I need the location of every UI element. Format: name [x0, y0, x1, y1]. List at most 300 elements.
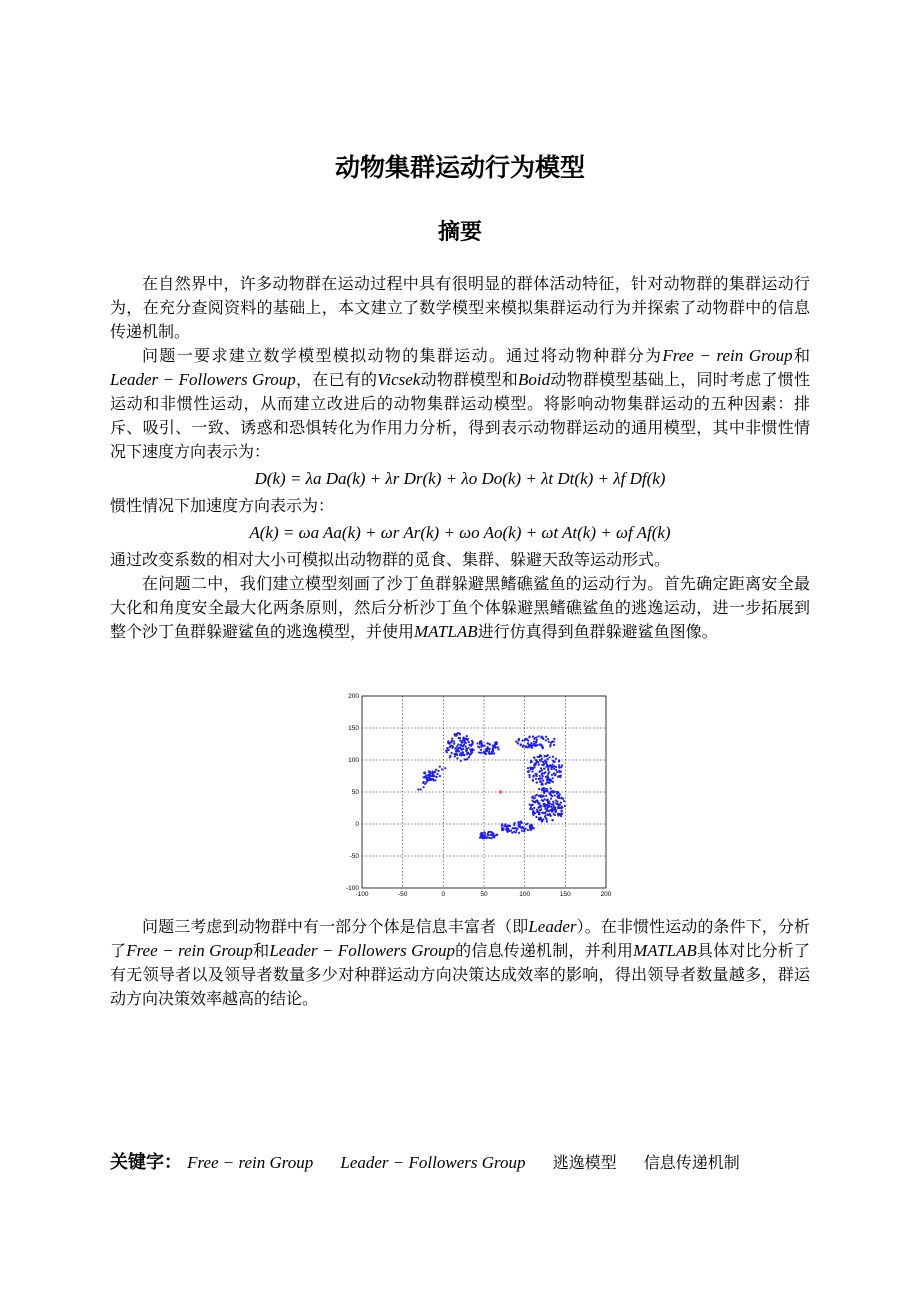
- fish-point: [492, 748, 494, 750]
- fish-point: [461, 741, 463, 743]
- fish-point: [514, 822, 516, 824]
- fish-point: [531, 761, 533, 763]
- fish-point: [540, 755, 542, 757]
- fish-point: [521, 740, 523, 742]
- keyword-item: Leader − Followers Group: [340, 1153, 526, 1172]
- fish-point: [544, 808, 546, 810]
- fish-point: [553, 738, 555, 740]
- fish-point: [534, 764, 536, 766]
- fish-point: [550, 815, 552, 817]
- fish-point: [561, 764, 563, 766]
- fish-point: [552, 766, 554, 768]
- fish-point: [423, 772, 425, 774]
- y-tick-label: 150: [348, 725, 359, 733]
- fish-point: [466, 739, 468, 741]
- fish-point: [538, 819, 540, 821]
- keywords-label: 关键字：: [110, 1152, 182, 1173]
- fish-point: [459, 733, 461, 735]
- fish-point: [482, 752, 484, 754]
- fish-point: [533, 738, 535, 740]
- fish-point: [476, 742, 478, 744]
- fish-point: [551, 774, 553, 776]
- fish-point: [494, 834, 496, 836]
- fish-point: [527, 771, 529, 773]
- x-tick-label: 150: [559, 891, 571, 898]
- fish-point: [547, 767, 549, 769]
- fish-point: [521, 830, 523, 832]
- fish-point: [480, 741, 482, 743]
- fish-point: [518, 832, 520, 834]
- fish-point: [551, 803, 553, 805]
- fish-point: [535, 775, 537, 777]
- fish-point: [554, 794, 556, 796]
- fish-point: [550, 798, 552, 800]
- fish-point: [559, 776, 561, 778]
- fish-point: [555, 769, 557, 771]
- fish-point: [490, 837, 492, 839]
- y-tick-label: 100: [348, 757, 359, 765]
- fish-point: [471, 751, 473, 753]
- fish-point: [541, 758, 543, 760]
- fish-point: [558, 770, 560, 772]
- keywords-line: [110, 1148, 830, 1174]
- fish-point: [533, 757, 535, 759]
- x-tick-label: 0: [441, 891, 446, 898]
- fish-point: [449, 755, 451, 757]
- fish-point: [543, 772, 545, 774]
- fish-point: [532, 768, 534, 770]
- fish-point: [552, 777, 554, 779]
- fish-point: [547, 775, 549, 777]
- x-tick-label: 200: [600, 891, 612, 898]
- abstract-body-bottom: [110, 915, 810, 1011]
- fish-point: [487, 747, 489, 749]
- fish-point: [553, 768, 555, 770]
- fish-point: [469, 754, 471, 756]
- fish-point: [532, 810, 534, 812]
- fish-point: [530, 807, 532, 809]
- fish-point: [537, 801, 539, 803]
- fish-point: [557, 805, 559, 807]
- fish-point: [528, 774, 530, 776]
- fish-point: [433, 775, 435, 777]
- fish-point: [545, 810, 547, 812]
- y-tick-label: 200: [348, 693, 359, 701]
- fish-point: [524, 739, 526, 741]
- fish-point: [551, 763, 553, 765]
- fish-point: [480, 746, 482, 748]
- fish-point: [455, 750, 457, 752]
- fish-point: [484, 832, 486, 834]
- fish-point: [466, 758, 468, 760]
- x-tick-label: 50: [480, 891, 488, 898]
- fish-point: [539, 795, 541, 797]
- fish-point: [463, 742, 465, 744]
- fish-point: [465, 746, 467, 748]
- fish-point: [541, 799, 543, 801]
- fish-point: [468, 756, 470, 758]
- fish-point: [555, 758, 557, 760]
- fish-point: [503, 825, 505, 827]
- fish-point: [417, 788, 419, 790]
- fish-point: [547, 738, 549, 740]
- fish-point: [429, 771, 431, 773]
- fish-point: [535, 816, 537, 818]
- fish-point: [543, 803, 545, 805]
- fish-point: [548, 800, 550, 802]
- fish-point: [434, 779, 436, 781]
- paragraph-problem-one: 问题一要求建立数学模型模拟动物的集群运动。通过将动物种群分为Free − rein Group和Leader − Followers Group，在已有的Vicsek动物群模型和Boid动物群模型基础上，同时考虑了惯性运动和非惯性运动，从而建立改进后的动物集群运动模型。将影响动物集群运动的五种因素：排斥、吸引、一致、诱惑和恐惧转化为作用力分析，得到表示动物群运动的通用模型，其中非惯性情况下速度方向表示为：: [110, 346, 810, 461]
- fish-point: [553, 813, 555, 815]
- fish-point: [480, 752, 482, 754]
- fish-point: [485, 753, 487, 755]
- fish-point: [537, 756, 539, 758]
- fish-point: [463, 754, 465, 756]
- fish-point: [488, 750, 490, 752]
- fish-point: [468, 741, 470, 743]
- fish-point: [496, 834, 498, 836]
- fish-point: [494, 743, 496, 745]
- fish-point: [556, 793, 558, 795]
- fish-point: [561, 807, 563, 809]
- fish-point: [434, 771, 436, 773]
- fish-point: [538, 771, 540, 773]
- fish-point: [468, 744, 470, 746]
- fish-point: [458, 750, 460, 752]
- paragraph-coefficients: 通过改变系数的相对大小可模拟出动物群的觅食、集群、躲避天敌等运动形式。: [110, 550, 671, 569]
- fish-point: [549, 744, 551, 746]
- fish-point: [548, 741, 550, 743]
- fish-point: [519, 823, 521, 825]
- fish-point: [558, 764, 560, 766]
- fish-point: [536, 739, 538, 741]
- fish-point: [513, 824, 515, 826]
- fish-point: [491, 752, 493, 754]
- fish-point: [479, 836, 481, 838]
- fish-point: [497, 746, 499, 748]
- fish-point: [530, 829, 532, 831]
- fish-point: [529, 776, 531, 778]
- y-tick-label: 0: [355, 821, 359, 829]
- fish-point: [533, 807, 535, 809]
- fish-point: [472, 741, 474, 743]
- fish-point: [554, 809, 556, 811]
- fish-point: [542, 761, 544, 763]
- fish-point: [545, 762, 547, 764]
- fish-point: [436, 773, 438, 775]
- fish-point: [531, 747, 533, 749]
- fish-point: [548, 782, 550, 784]
- fish-point: [460, 760, 462, 762]
- fish-point: [538, 764, 540, 766]
- equation-acceleration-direction: A(k) = ωa Aa(k) + ωr Ar(k) + ωo Ao(k) + ωt At(k) + ωf Af(k): [249, 523, 671, 542]
- fish-point: [466, 735, 468, 737]
- equation-velocity-direction: D(k) = λa Da(k) + λr Dr(k) + λo Do(k) + λt Dt(k) + λf Df(k): [254, 469, 666, 488]
- fish-point: [535, 741, 537, 743]
- fish-point: [551, 741, 553, 743]
- fish-point: [540, 808, 542, 810]
- fish-point: [552, 819, 554, 821]
- fish-point: [551, 807, 553, 809]
- fish-point: [541, 772, 543, 774]
- fish-point: [480, 749, 482, 751]
- fish-point: [560, 801, 562, 803]
- fish-point: [527, 742, 529, 744]
- fish-point: [530, 805, 532, 807]
- x-tick-label: -50: [397, 891, 408, 898]
- fish-point: [464, 738, 466, 740]
- fish-point: [545, 783, 547, 785]
- fish-point: [432, 772, 434, 774]
- keyword-item: 逃逸模型: [552, 1153, 617, 1172]
- fish-point: [518, 821, 520, 823]
- y-tick-label: -50: [349, 853, 359, 861]
- fish-point: [536, 744, 538, 746]
- fish-point: [546, 790, 548, 792]
- fish-point: [536, 781, 538, 783]
- fish-point: [451, 740, 453, 742]
- y-tick-label: 50: [351, 789, 359, 797]
- fish-point: [546, 758, 548, 760]
- fish-point: [560, 766, 562, 768]
- fish-point: [537, 807, 539, 809]
- paragraph-problem-three: 问题三考虑到动物群中有一部分个体是信息丰富者（即Leader）。在非惯性运动的条件下，分析了Free − rein Group和Leader − Followers Group的信息传递机制，并利用MATLAB具体对比分析了有无领导者以及领导者数量多少对种群运动方向决策达成效率的影响，得出领导者数量越多，群运动方向决策效率越高的结论。: [110, 917, 810, 1008]
- fish-point: [549, 756, 551, 758]
- fish-point: [525, 823, 527, 825]
- fish-point: [546, 804, 548, 806]
- fish-point: [553, 791, 555, 793]
- fish-point: [547, 765, 549, 767]
- fish-point: [564, 805, 566, 807]
- fish-point: [538, 813, 540, 815]
- fish-point: [456, 757, 458, 759]
- fish-point: [550, 779, 552, 781]
- fish-point: [521, 827, 523, 829]
- fish-point: [453, 733, 455, 735]
- fish-point: [535, 762, 537, 764]
- fish-point: [532, 814, 534, 816]
- fish-point: [528, 736, 530, 738]
- fish-point: [453, 743, 455, 745]
- fish-point: [557, 814, 559, 816]
- fish-point: [420, 788, 422, 790]
- fish-point: [543, 795, 545, 797]
- fish-point: [518, 825, 520, 827]
- fish-point: [535, 736, 537, 738]
- fish-point: [543, 798, 545, 800]
- fish-point: [550, 768, 552, 770]
- fish-point: [501, 827, 503, 829]
- fish-point: [439, 766, 441, 768]
- fish-point: [542, 747, 544, 749]
- fish-point: [529, 826, 531, 828]
- fish-point: [532, 735, 534, 737]
- fish-point: [515, 741, 517, 743]
- fish-point: [531, 827, 533, 829]
- fish-point: [559, 793, 561, 795]
- fish-point: [460, 752, 462, 754]
- fish-point: [456, 754, 458, 756]
- paragraph-inertial: 惯性情况下加速度方向表示为：: [110, 496, 335, 515]
- fish-point: [533, 743, 535, 745]
- fish-point: [533, 775, 535, 777]
- fish-point: [547, 769, 549, 771]
- fish-point: [545, 795, 547, 797]
- fish-point: [513, 827, 515, 829]
- fish-point: [486, 742, 488, 744]
- fish-point: [453, 740, 455, 742]
- fish-point: [546, 821, 548, 823]
- fish-point: [423, 781, 425, 783]
- fish-point: [536, 794, 538, 796]
- fish-point: [522, 744, 524, 746]
- fish-point: [542, 736, 544, 738]
- fish-point: [538, 735, 540, 737]
- y-tick-label: -100: [345, 885, 359, 893]
- fish-point: [539, 775, 541, 777]
- fish-point: [547, 799, 549, 801]
- fish-point: [540, 805, 542, 807]
- fish-point: [544, 759, 546, 761]
- fish-point: [550, 787, 552, 789]
- fish-point: [423, 776, 425, 778]
- fish-point: [545, 817, 547, 819]
- fish-point: [558, 759, 560, 761]
- fish-point: [453, 753, 455, 755]
- fish-point: [467, 752, 469, 754]
- fish-point: [549, 802, 551, 804]
- fish-point: [530, 766, 532, 768]
- fish-point: [488, 831, 490, 833]
- fish-point: [533, 801, 535, 803]
- fish-point: [497, 748, 499, 750]
- fish-point: [558, 797, 560, 799]
- fish-point: [435, 769, 437, 771]
- fish-point: [551, 810, 553, 812]
- fish-point: [552, 760, 554, 762]
- fish-point: [467, 747, 469, 749]
- fish-point: [556, 801, 558, 803]
- fish-point: [457, 743, 459, 745]
- fish-point: [523, 830, 525, 832]
- fish-point: [509, 825, 511, 827]
- fish-point: [544, 814, 546, 816]
- fish-point: [511, 832, 513, 834]
- fish-point: [462, 752, 464, 754]
- fish-point: [552, 756, 554, 758]
- fish-point: [458, 737, 460, 739]
- fish-point: [563, 800, 565, 802]
- fish-point: [485, 836, 487, 838]
- fish-point: [545, 739, 547, 741]
- fish-point: [450, 744, 452, 746]
- fish-point: [548, 771, 550, 773]
- fish-point: [527, 829, 529, 831]
- fish-point: [551, 795, 553, 797]
- fish-point: [553, 744, 555, 746]
- fish-point: [494, 746, 496, 748]
- fish-point: [536, 811, 538, 813]
- fish-point: [538, 788, 540, 790]
- fish-point: [448, 742, 450, 744]
- fish-point: [542, 789, 544, 791]
- fish-point: [519, 744, 521, 746]
- fish-point: [540, 816, 542, 818]
- fish-point: [491, 831, 493, 833]
- fish-point: [441, 768, 443, 770]
- fish-point: [428, 779, 430, 781]
- fish-point: [449, 746, 451, 748]
- fish-point: [560, 812, 562, 814]
- fish-point: [457, 747, 459, 749]
- fish-point: [478, 746, 480, 748]
- paragraph-intro: 在自然界中，许多动物群在运动过程中具有很明显的群体活动特征，针对动物群的集群运动行为，在充分查阅资料的基础上，本文建立了数学模型来模拟集群运动行为并探索了动物群中的信息传递机制。: [110, 274, 810, 341]
- fish-point: [439, 775, 441, 777]
- fish-point: [460, 749, 462, 751]
- abstract-heading: 摘要: [437, 220, 482, 245]
- fish-point: [478, 751, 480, 753]
- fish-point: [437, 770, 439, 772]
- x-tick-label: 100: [519, 891, 531, 898]
- fish-point: [427, 774, 429, 776]
- fish-point: [445, 750, 447, 752]
- fish-point: [543, 812, 545, 814]
- fish-point: [527, 740, 529, 742]
- fish-point: [481, 837, 483, 839]
- fish-point: [539, 759, 541, 761]
- keyword-item: 信息传递机制: [643, 1153, 740, 1172]
- fish-point: [542, 764, 544, 766]
- fish-point: [430, 778, 432, 780]
- fish-school-scatter-plot: [338, 690, 616, 898]
- fish-point: [521, 822, 523, 824]
- paper-title: 动物集群运动行为模型: [334, 153, 585, 182]
- fish-point: [560, 797, 562, 799]
- fish-point: [534, 797, 536, 799]
- fish-point: [446, 747, 448, 749]
- fish-point: [546, 755, 548, 757]
- x-tick-label: -100: [355, 891, 369, 898]
- fish-point: [518, 739, 520, 741]
- fish-point: [527, 767, 529, 769]
- fish-point: [542, 780, 544, 782]
- fish-point: [541, 782, 543, 784]
- fish-point: [544, 755, 546, 757]
- fish-point: [530, 742, 532, 744]
- fish-point: [517, 742, 519, 744]
- fish-point: [543, 768, 545, 770]
- fish-point: [501, 823, 503, 825]
- fish-point: [554, 773, 556, 775]
- fish-point: [451, 738, 453, 740]
- fish-point: [490, 834, 492, 836]
- fish-point: [444, 767, 446, 769]
- fish-point: [429, 775, 431, 777]
- fish-point: [553, 741, 555, 743]
- fish-point: [456, 745, 458, 747]
- fish-point: [556, 803, 558, 805]
- keyword-item: Free − rein Group: [187, 1153, 314, 1172]
- fish-point: [524, 746, 526, 748]
- fish-point: [535, 778, 537, 780]
- fish-point: [454, 755, 456, 757]
- fish-point: [451, 752, 453, 754]
- fish-point: [545, 736, 547, 738]
- fish-point: [529, 745, 531, 747]
- fish-point: [460, 744, 462, 746]
- fish-point: [486, 750, 488, 752]
- fish-point: [546, 808, 548, 810]
